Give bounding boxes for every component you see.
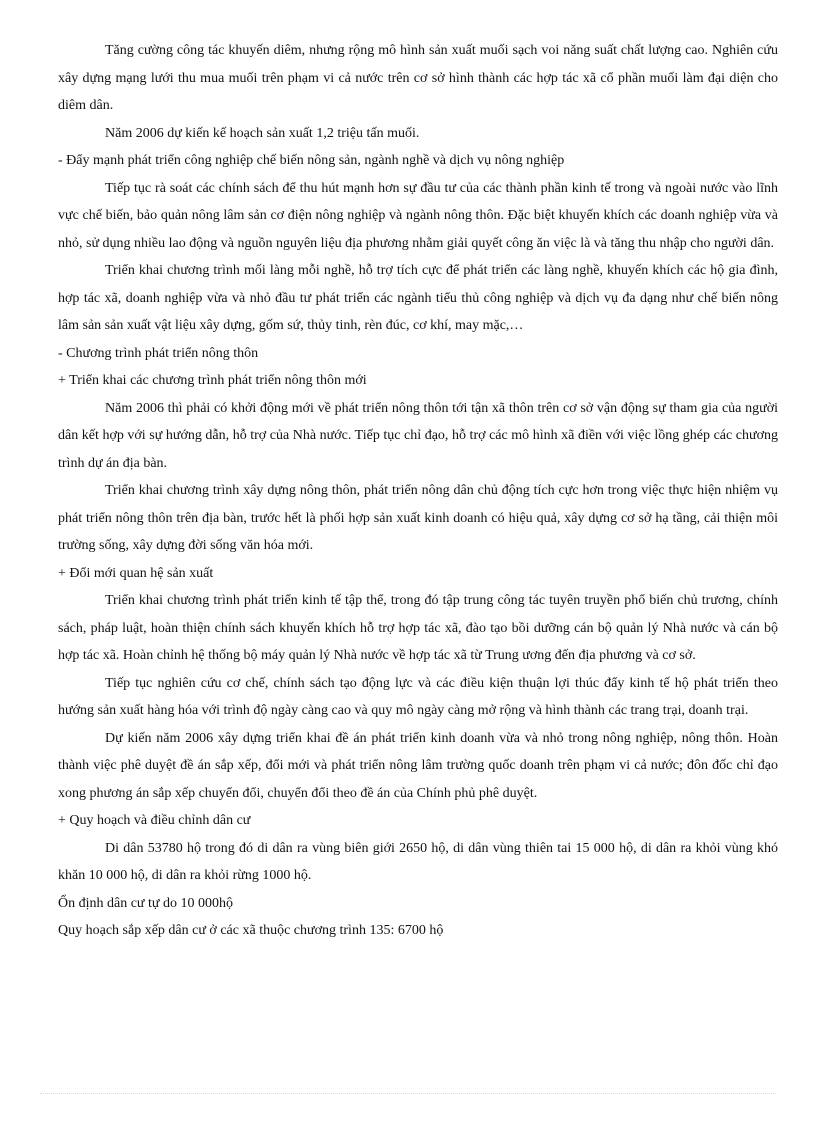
paragraph-salt-plan-2006: Năm 2006 dự kiến kế hoạch sản xuất 1,2 triệu tấn muối. (105, 125, 420, 141)
paragraph-migration-figures: Di dân 53780 hộ trong đó di dân ra vùng biên giới 2650 hộ, di dân vùng thiên tai 15 000 hộ, di dân ra khỏi vùng khó khăn 10 000 hộ, di dân ra khỏi rừng 1000 hộ. (58, 840, 778, 883)
paragraph-household-economy: Tiếp tục nghiên cứu cơ chế, chính sách tạo động lực và các điều kiện thuận lợi thúc đẩy kinh tế hộ phát triển theo hướng sản xuất hàng hóa với trình độ ngày càng cao và quy mô ngày càng mở rộng và hình thành các trang trại, doanh trại. (58, 675, 778, 718)
page-bottom-divider (40, 1093, 776, 1094)
line-free-migrants: Ổn định dân cư tự do 10 000hộ (58, 895, 233, 911)
subheading-new-rural-programs: + Triển khai các chương trình phát triển nông thôn mới (58, 373, 367, 388)
paragraph-salt-production: Tăng cường công tác khuyến diêm, nhưng rộng mô hình sản xuất muối sạch voi năng suất chất lượng cao. Nghiên cứu xây dựng mạng lưới thu mua muối trên phạm vi cả nước trên cơ sở hình thành các hợp tác xã cổ phần muối làm đại diện cho diêm dân. (58, 43, 778, 113)
paragraph-collective-economy: Triển khai chương trình phát triển kinh tế tập thể, trong đó tập trung công tác tuyên truyền phổ biến chủ trương, chính sách, pháp luật, hoàn thiện chính sách khuyến khích hỗ trợ hợp tác xã, đào tạo bồi dưỡng cán bộ quản lý Nhà nước và cán bộ hợp tác xã. Hoàn chỉnh hệ thống bộ máy quản lý Nhà nước về hợp tác xã từ Trung ương đến địa phương và cơ sở. (58, 593, 778, 663)
paragraph-rural-construction: Triển khai chương trình xây dựng nông thôn, phát triển nông dân chủ động tích cực hơn trong việc thực hiện nhiệm vụ phát triển nông thôn trên địa bàn, trước hết là phối hợp sản xuất kinh doanh có hiệu quả, xây dựng cơ sở hạ tầng, cải thiện môi trường sống, xây dựng đời sống văn hóa mới. (58, 483, 778, 553)
paragraph-investment-policy: Tiếp tục rà soát các chính sách để thu hút mạnh hơn sự đầu tư của các thành phần kinh tế trong và ngoài nước vào lĩnh vực chế biến, bảo quản nông lâm sản cơ điện nông nghiệp và ngành nông thôn. Đặc biệt khuyến khích các doanh nghiệp vừa và nhỏ, sử dụng nhiều lao động và nguồn nguyên liệu địa phương nhằm giải quyết công ăn việc là và tăng thu nhập cho người dân. (58, 180, 778, 251)
heading-rural-development-program: - Chương trình phát triển nông thôn (58, 345, 259, 361)
line-program-135: Quy hoạch sắp xếp dân cư ở các xã thuộc chương trình 135: 6700 hộ (58, 923, 444, 938)
paragraph-rural-startup-2006: Năm 2006 thì phải có khởi động mới về phát triển nông thôn tới tận xã thôn trên cơ sở vận động sự tham gia của người dân kết hợp với sự hướng dẫn, hỗ trợ của Nhà nước. Tiếp tục chỉ đạo, hỗ trợ các mô hình xã điền với việc lồng ghép các chương trình dự án địa bàn. (58, 400, 778, 471)
subheading-production-relations: + Đổi mới quan hệ sản xuất (58, 565, 214, 581)
paragraph-sme-plan-2006: Dự kiến năm 2006 xây dựng triển khai đề án phát triển kinh doanh vừa và nhỏ trong nông nghiệp, nông thôn. Hoàn thành việc phê duyệt đề án sắp xếp, đổi mới và phát triển nông lâm trường quốc doanh trên phạm vi cả nước; đôn đốc chỉ đạo xong phương án sắp xếp chuyển đổi, chuyển đổi theo đề án của Chính phủ phê duyệt. (58, 730, 778, 801)
document-page (58, 37, 778, 945)
paragraph-craft-villages: Triển khai chương trình mối làng mỗi nghề, hỗ trợ tích cực để phát triển các làng nghề, khuyến khích các hộ gia đình, hợp tác xã, doanh nghiệp vừa và nhỏ đầu tư phát triển các ngành tiểu thủ công nghiệp và dịch vụ đa dạng như chế biến nông lâm sản sản xuất vật liệu xây dựng, gốm sứ, thủy tinh, rèn đúc, cơ khí, may mặc,… (58, 263, 778, 333)
heading-processing-industry: - Đẩy mạnh phát triển công nghiệp chế biến nông sản, ngành nghề và dịch vụ nông nghiệp (58, 153, 565, 168)
subheading-population-planning: + Quy hoạch và điều chỉnh dân cư (58, 813, 251, 828)
